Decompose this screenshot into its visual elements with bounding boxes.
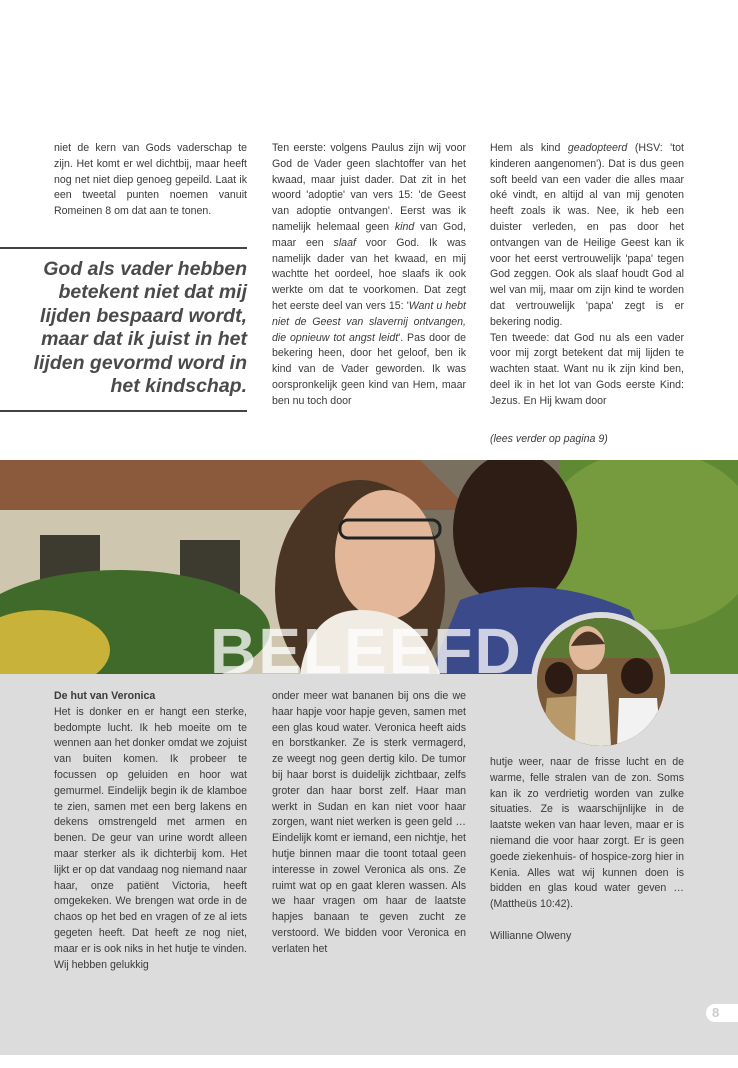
pullquote-rule-top (0, 247, 247, 249)
col3-emph: geadopteerd (567, 142, 628, 154)
column-2-text (272, 141, 466, 410)
article-column-2 (272, 689, 466, 958)
column-1 (54, 141, 247, 220)
col3-part-b: (HSV: 'tot kinderen aangenomen'). Dat is dus geen soft beeld van een vader die alles maar oké vindt, en altijd al van mij genoten heeft zoals ik was. Nee, ik heb een duister verleden, en pas door het ontvangen van de Heilige Geest kan ik voor het eerst vertrouwelijk 'papa' tegen God zeggen. Ook als slaaf houdt God al wel van mij, maar om zijn kind te worden dat vertrouwelijk 'papa' zegt is er bekering nodig. (490, 142, 684, 328)
column-3 (490, 141, 684, 410)
child-head-1 (545, 662, 573, 694)
article-column-2-text: onder meer wat bananen bij ons die we haar hapje voor hapje geven, samen met een glas koud water. Veronica heeft aids en borstkanker. Ze is sterk vermagerd, ze weegt nog geen dertig kilo. De tumor bij haar borst is duidelijk zichtbaar, zelfs groter dan haar borst zelf. Haar man werkt in Sudan en kan niet voor haar zorgen, want niet werken is geen geld … Eindelijk komt er iemand, een nichtje, het hutje binnen maar die toont totaal geen interesse in zowel Veronica als ons. Ze ruimt wat op en gaat kleren wassen. Als we haar vragen om haar de laatste hapjes banaan te geven zucht ze verstoord. We bidden voor Veronica en verlaten het (272, 690, 466, 955)
column-1-text: niet de kern van Gods vaderschap te zijn. Het komt er wel dichtbij, maar heeft nog net niet diep genoeg gepeild. Laat ik een tweetal punten noemen vanuit Romeinen 8 om dat aan te tonen. (54, 142, 247, 218)
col2-emph-slaaf: slaaf (333, 236, 356, 249)
children-photo (531, 612, 671, 752)
pullquote-rule-bottom (0, 410, 247, 412)
col2-part-d: '. Pas door de bekering heen, door het geloof, ben ik kind van de Vader geworden. Ik was oorspronkelijk geen kind van Hem, maar ben nu toch door (272, 331, 466, 407)
col2-part-c: voor God. Ik was namelijk dader van het kwaad, en mij wachtte het oordeel, hoe slaafs ik ook werkte om dat te voorkomen. Dat zegt het eerste deel van vers 15: ' (272, 236, 466, 312)
column-3-para-2: Ten tweede: dat God nu als een vader voor mij zorgt betekent dat mij lijden te wachten staat. Want nu ik zijn kind ben, deel ik in het lot van Gods eerste Kind: Jezus. En Hij kwam door (490, 331, 684, 407)
article-heading: De hut van Veronica (54, 690, 156, 702)
child-head-2 (621, 658, 653, 694)
pull-quote: God als vader hebben betekent niet dat mij lijden bespaard wordt, maar dat ik juist in het lijden gevormd word in het kindschap. (33, 258, 247, 398)
section-title: BELEEFD (210, 615, 523, 687)
column-2 (272, 141, 466, 410)
col2-part-a: Ten eerste: volgens Paulus zijn wij voor God de Vader geen slachtoffer van het kwaad, maar juist dader. Dat zit in het woord 'adoptie' van vers 15: 'de Geest van adoptie ontvangen'. Eerst was ik namelijk helemaal geen (272, 142, 466, 233)
article-column-3-text: hutje weer, naar de frisse lucht en de warme, felle stralen van de zon. Soms kan ik zo verdrietig worden van zulke situaties. Ze is waarschijnlijke in de laatste weken van haar leven, maar er is niemand die voor haar zorgt. Er is geen goede ziekenhuis- of hospice-zorg hier in Kenia. Alles wat wij kunnen doen is bidden en glas koud water geven … (Mattheüs 10:42). (490, 756, 684, 911)
col2-part-b: van God, maar een (272, 220, 466, 249)
woman-face (335, 490, 435, 620)
article-column-3 (490, 755, 684, 945)
children-illustration (537, 618, 665, 746)
article-author: Willianne Olweny (490, 929, 572, 942)
article-column-1 (54, 689, 247, 973)
continued-note: (lees verder op pagina 9) (490, 433, 608, 445)
col3-part-a: Hem als kind (490, 142, 568, 154)
col2-quote: Want u hebt niet de Geest van slavernij ontvangen, die opnieuw tot angst leidt (272, 299, 467, 344)
col2-emph-kind: kind (394, 220, 415, 233)
column-3-para-1 (490, 141, 684, 331)
article-column-1-text: Het is donker en er hangt een sterke, bedompte lucht. Ik heb moeite om te wennen aan het donker omdat we zojuist van buiten komen. Ik probeer te focussen op geluiden en hoor wat gemurmel. Eindelijk begin ik de klamboe te zien, samen met een berg lakens en dekens omstrengeld met armen en benen. De geur van urine wordt alleen maar sterker als ik dichterbij kom. Het lijkt er op dat vandaag nog niemand naar haar, onze patiënt Victoria, heeft omgekeken. We brengen wat orde in de chaos op het bed en vragen of ze al iets gegeten heeft. Dat heeft ze nog niet, maar er is ook niks in het hutje te vinden. Wij hebben gelukkig (54, 705, 247, 971)
page-number: 8 (706, 1004, 738, 1022)
